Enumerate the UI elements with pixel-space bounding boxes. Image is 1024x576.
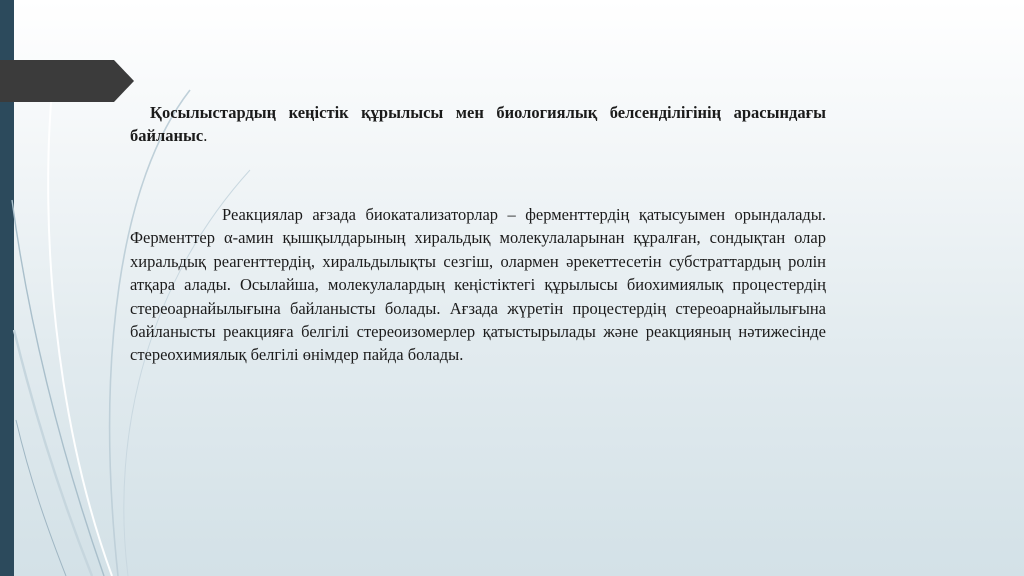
title-tab-arrow <box>0 60 134 102</box>
content-area <box>130 101 826 367</box>
heading-text: Қосылыстардың кеңістік құрылысы мен биологиялық белсенділігінің арасындағы байланыс <box>130 103 826 145</box>
decorative-curve <box>16 420 66 576</box>
slide-heading <box>130 101 826 147</box>
body-paragraph: Реакциялар ағзада биокатализаторлар – ферменттердің қатысуымен орындалады. Ферменттер α-амин қышқылдарының хиральдық молекулаларынан құралған, сондықтан олар хиральдық реагенттердің, хиральдылықты сезгіш, олармен әрекеттесетін субстраттардың ролін атқара алады. Осылайша, молекулалардың кеңістіктегі құрылысы биохимиялық процестердің стереоарнайылығына байланысты болады. Ағзада жүретін процестердің стереоарнайылығына байланысты реакцияға белгілі стереоизомерлер қатыстырылады және реакцияның нәтижесінде стереохимиялық белгілі өнімдер пайда болады. <box>130 205 826 365</box>
decorative-curve <box>12 200 104 576</box>
heading-period: . <box>203 126 208 145</box>
decorative-curve <box>14 330 92 576</box>
